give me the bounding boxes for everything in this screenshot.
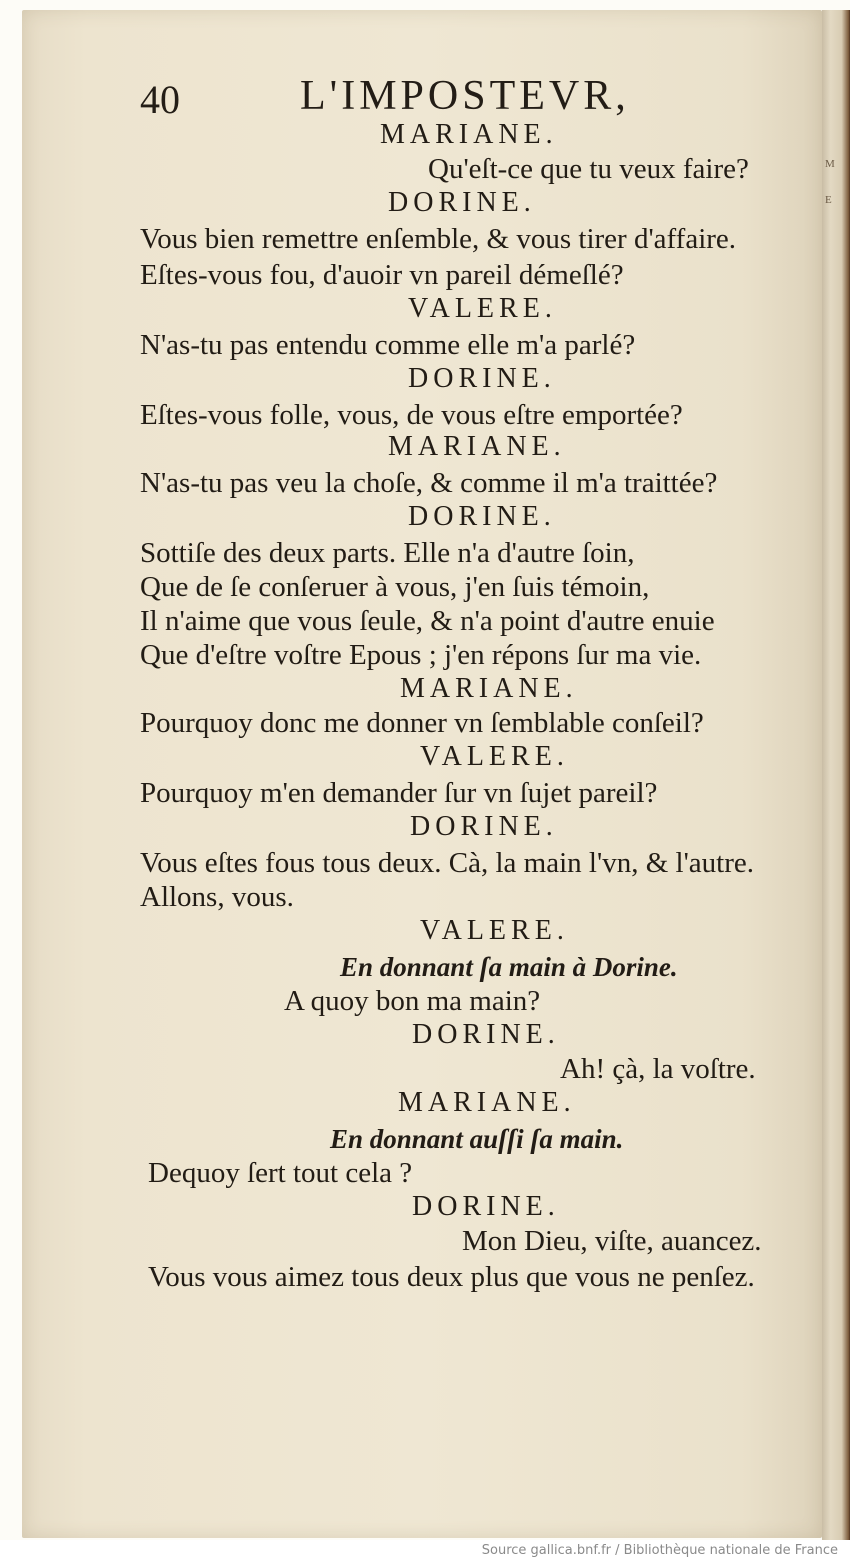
verse-line: Pourquoy m'en demander ſur vn ſujet pareil? <box>140 777 658 809</box>
running-head: L'IMPOSTEVR, <box>300 73 630 119</box>
verse-line: Que d'eſtre voſtre Epous ; j'en répons ſur ma vie. <box>140 639 702 671</box>
source-footer <box>0 1540 850 1566</box>
stage-direction: En donnant ſa main à Dorine. <box>340 952 678 982</box>
speaker-name: DORINE. <box>412 1191 560 1222</box>
speaker-name: DORINE. <box>412 1019 560 1050</box>
facing-page-fragment: E <box>825 194 832 206</box>
verse-line: Mon Dieu, viſte, auancez. <box>462 1225 762 1257</box>
verse-line: Qu'eſt-ce que tu veux faire? <box>428 153 749 185</box>
verse-line: Allons, vous. <box>140 881 294 913</box>
speaker-name: VALERE. <box>420 915 569 946</box>
speaker-name: MARIANE. <box>388 431 566 462</box>
speaker-name: VALERE. <box>420 741 569 772</box>
verse-line: N'as-tu pas veu la choſe, & comme il m'a traittée? <box>140 467 718 499</box>
speaker-name: MARIANE. <box>398 1087 576 1118</box>
verse-line: Vous vous aimez tous deux plus que vous ne penſez. <box>148 1261 755 1293</box>
source-attribution: Source gallica.bnf.fr / Bibliothèque nationale de France <box>481 1543 838 1558</box>
speaker-name: DORINE. <box>410 811 558 842</box>
speaker-name: DORINE. <box>388 187 536 218</box>
speaker-name: MARIANE. <box>380 119 558 150</box>
verse-line: A quoy bon ma main? <box>284 985 541 1017</box>
facing-page-fragment: M <box>825 158 835 170</box>
speaker-name: DORINE. <box>408 501 556 532</box>
speaker-name: DORINE. <box>408 363 556 394</box>
verse-line: Dequoy ſert tout cela ? <box>148 1157 413 1189</box>
verse-line: Eſtes-vous folle, vous, de vous eſtre emportée? <box>140 399 683 431</box>
verse-line: N'as-tu pas entendu comme elle m'a parlé? <box>140 329 636 361</box>
verse-line: Que de ſe conſeruer à vous, j'en ſuis témoin, <box>140 571 650 603</box>
page-number: 40 <box>140 77 180 122</box>
verse-line: Ah! çà, la voſtre. <box>560 1053 756 1085</box>
verse-line: Eſtes-vous fou, d'auoir vn pareil démeſlé? <box>140 259 624 291</box>
speaker-name: MARIANE. <box>400 673 578 704</box>
verse-line: Vous eſtes fous tous deux. Cà, la main l'vn, & l'autre. <box>140 847 754 879</box>
verse-line: Sottiſe des deux parts. Elle n'a d'autre ſoin, <box>140 537 635 569</box>
speaker-name: VALERE. <box>408 293 557 324</box>
stage-direction: En donnant auſſi ſa main. <box>330 1124 624 1154</box>
verse-line: Vous bien remettre enſemble, & vous tirer d'affaire. <box>140 223 737 255</box>
verse-line: Il n'aime que vous ſeule, & n'a point d'autre enuie <box>140 605 715 637</box>
facing-page-edge <box>822 10 850 1540</box>
verse-line: Pourquoy donc me donner vn ſemblable conſeil? <box>140 707 704 739</box>
